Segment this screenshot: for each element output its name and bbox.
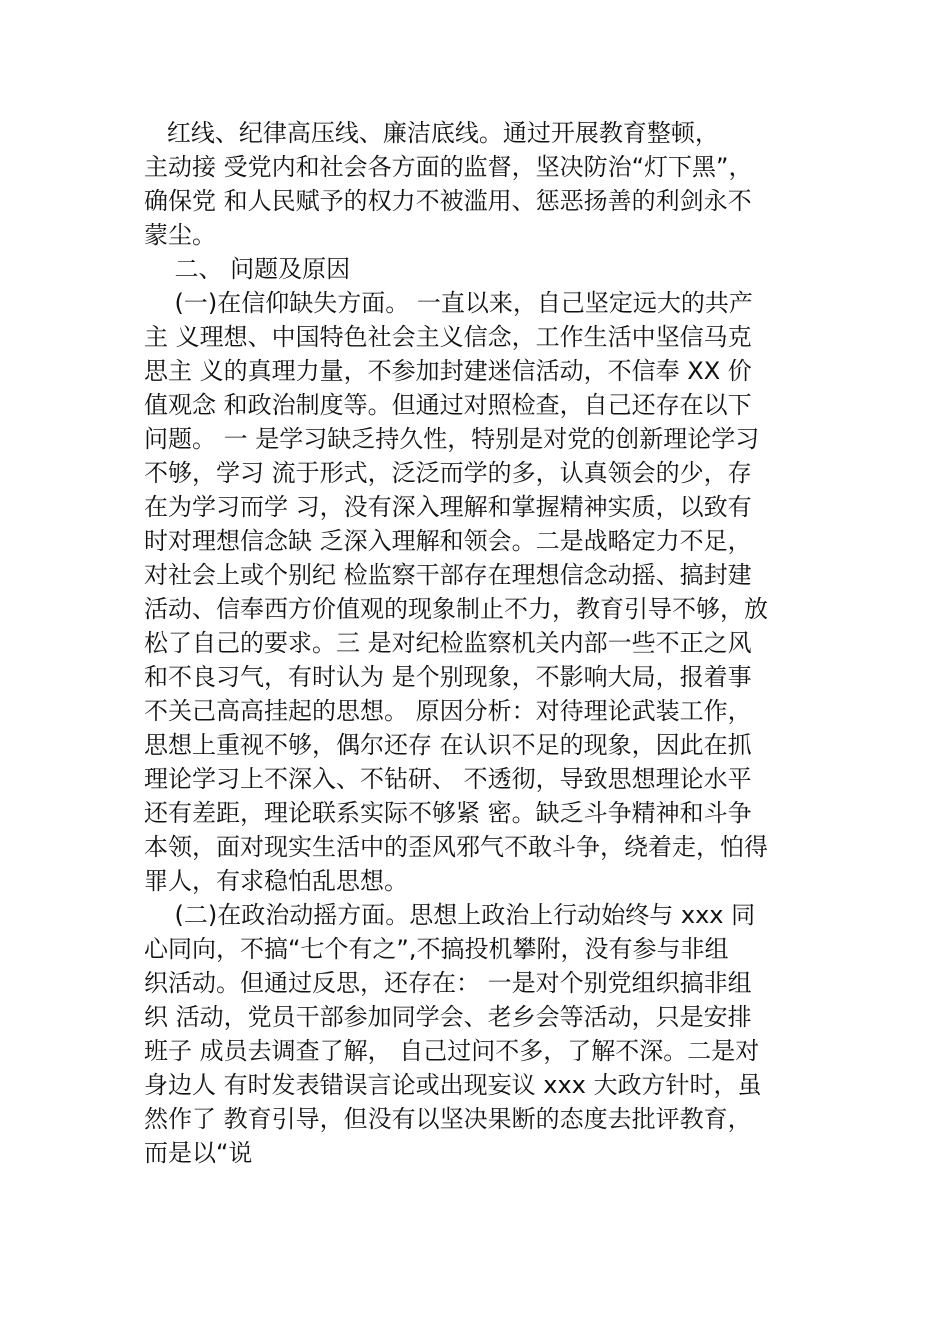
text-line: 和不良习气，有时认为 是个别现象，不影响大局，报着事 [144, 663, 752, 691]
text-line: 时对理想信念缺 乏深入理解和领会。二是战略定力不足， [144, 527, 752, 555]
text-line: 主 义理想、中国特色社会主义信念，工作生活中坚信马克 [144, 323, 752, 351]
text-line: 罪人，有求稳怕乱思想。 [144, 867, 408, 895]
text-line: 而是以“说 [144, 1139, 253, 1167]
text-line: 然作了 教育引导，但没有以坚决果断的态度去批评教育， [144, 1105, 752, 1133]
text-line: 织 活动，党员干部参加同学会、老乡会等活动，只是安排 [144, 1003, 752, 1031]
text-line: 心同向，不搞“七个有之”,不搞投机攀附，没有参与非组 [144, 935, 729, 963]
text-line: 活动、信奉西方价值观的现象制止不力，教育引导不够，放 [144, 595, 768, 623]
text-line: 思想上重视不够，偶尔还存 在认识不足的现象，因此在抓 [144, 731, 752, 759]
text-line: 还有差距，理论联系实际不够紧 密。缺乏斗争精神和斗争 [144, 799, 752, 827]
text-line: 本领，面对现实生活中的歪风邪气不敢斗争，绕着走，怕得 [144, 833, 768, 861]
text-line: 班子 成员去调查了解， 自己过问不多，了解不深。二是对 [144, 1037, 760, 1065]
section-heading: 二、 问题及原因 [144, 255, 351, 283]
text-line: 值观念 和政治制度等。但通过对照检查，自己还存在以下 [144, 391, 752, 419]
text-line: 理论学习上不深入、不钻研、 不透彻，导致思想理论水平 [144, 765, 752, 793]
text-line: 红线、纪律高压线、廉洁底线。通过开展教育整顿， [144, 119, 719, 147]
text-line: 对社会上或个别纪 检监察干部存在理想信念动摇、搞封建 [144, 561, 752, 589]
text-line: 松了自己的要求。三 是对纪检监察机关内部一些不正之风 [144, 629, 752, 657]
text-line: 问题。 一 是学习缺乏持久性，特别是对党的创新理论学习 [144, 425, 760, 453]
text-line: (二)在政治动摇方面。思想上政治上行动始终与 xxx 同 [144, 901, 756, 929]
text-line: 不够，学习 流于形式，泛泛而学的多，认真领会的少，存 [144, 459, 752, 487]
text-line: 蒙尘。 [144, 221, 216, 249]
text-line: 思主 义的真理力量，不参加封建迷信活动，不信奉 XX 价 [144, 357, 752, 385]
text-line: (一)在信仰缺失方面。 一直以来，自己坚定远大的共产 [144, 289, 753, 317]
text-line: 主动接 受党内和社会各方面的监督，坚决防治“灯下黑”， [144, 153, 753, 181]
text-line: 在为学习而学 习，没有深入理解和掌握精神实质，以致有 [144, 493, 752, 521]
body-text [144, 116, 824, 1170]
text-line: 织活动。但通过反思，还存在： 一是对个别党组织搞非组 [144, 969, 752, 997]
text-line: 身边人 有时发表错误言论或出现妄议 xxx 大政方针时，虽 [144, 1071, 762, 1099]
text-line: 不关己高高挂起的思想。 原因分析：对待理论武装工作， [144, 697, 752, 725]
text-line: 确保党 和人民赋予的权力不被滥用、惩恶扬善的利剑永不 [144, 187, 752, 215]
